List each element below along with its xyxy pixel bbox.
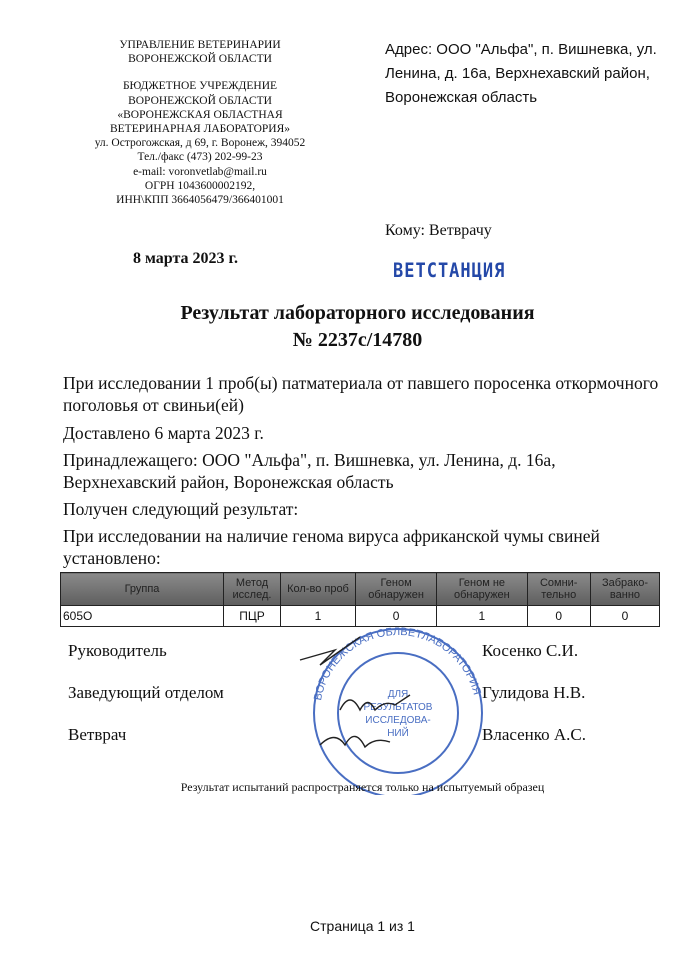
signature-name: Гулидова Н.В. (482, 683, 586, 702)
header-line: ВЕТЕРИНАРНАЯ ЛАБОРАТОРИЯ» (109, 123, 291, 136)
header-line: Тел./факс (473) 202-99-23 (137, 151, 263, 164)
page-number: Страница 1 из 1 (310, 918, 415, 934)
svg-text:РЕЗУЛЬТАТОВ: РЕЗУЛЬТАТОВ (363, 702, 433, 713)
paragraph-result-intro: Получен следующий результат: (63, 499, 299, 519)
header-line: e-mail: voronvetlab@mail.ru (133, 165, 267, 178)
organization-header (80, 38, 320, 207)
title-line: Результат лабораторного исследования (180, 302, 535, 324)
table-header-row (61, 573, 660, 606)
recipient-address: Адрес: ООО "Альфа", п. Вишневка, ул. Ленина, д. 16а, Верхнехавский район, Воронежская область (385, 41, 657, 106)
cell: 0 (590, 606, 659, 627)
header-line: БЮДЖЕТНОЕ УЧРЕЖДЕНИЕ (122, 80, 278, 93)
cell: 1 (281, 606, 356, 627)
official-seal (312, 626, 483, 795)
svg-text:ВОРОНЕЖСКАЯ ОБЛВЕТЛАБОРАТОРИЯ: ВОРОНЕЖСКАЯ ОБЛВЕТЛАБОРАТОРИЯ (312, 625, 483, 702)
table-row (61, 606, 660, 627)
header-line: «ВОРОНЕЖСКАЯ ОБЛАСТНАЯ (117, 108, 283, 121)
col-header: Геном не обнаружен (437, 573, 527, 606)
svg-text:ИССЛЕДОВА-: ИССЛЕДОВА- (365, 715, 431, 726)
header-line: ВОРОНЕЖСКОЙ ОБЛАСТИ (128, 94, 272, 107)
col-header: Группа (61, 573, 224, 606)
col-header: Метод исслед. (224, 573, 281, 606)
header-line: ОГРН 1043600002192, (144, 179, 256, 192)
signature-name: Косенко С.И. (482, 641, 579, 660)
cell: 605О (61, 606, 224, 627)
vetstation-stamp: ВЕТСТАНЦИЯ (393, 259, 506, 283)
header-line: УПРАВЛЕНИЕ ВЕТЕРИНАРИИ (119, 39, 281, 51)
col-header: Сомни-тельно (527, 573, 590, 606)
document-date: 8 марта 2023 г. (133, 250, 238, 267)
col-header: Геном обнаружен (356, 573, 437, 606)
col-header: Забрако-ванно (590, 573, 659, 606)
cell: ПЦР (224, 606, 281, 627)
paragraph-delivered: Доставлено 6 марта 2023 г. (63, 423, 264, 443)
header-line: ВОРОНЕЖСКОЙ ОБЛАСТИ (128, 53, 272, 66)
disclaimer-note: Результат испытаний распространяется только на испытуемый образец (180, 780, 545, 794)
results-table (60, 572, 660, 627)
signature-role: Заведующий отделом (68, 683, 224, 702)
header-line: ИНН\КПП 3664056479/366401001 (116, 194, 284, 207)
svg-text:НИЙ: НИЙ (387, 728, 409, 739)
recipient: Кому: Ветврачу (385, 222, 492, 239)
result-number: № 2237с/14780 (292, 329, 423, 351)
paragraph-asf: При исследовании на наличие генома вируса африканской чумы свиней установлено: (63, 526, 600, 568)
col-header: Кол-во проб (281, 573, 356, 606)
svg-text:ДЛЯ: ДЛЯ (387, 689, 409, 700)
paragraph-sample: При исследовании 1 проб(ы) патматериала от павшего поросенка откормочного поголовья от свиньи(ей) (63, 373, 659, 415)
cell: 0 (356, 606, 437, 627)
signature-role: Ветврач (68, 725, 127, 744)
header-line: ул. Острогожская, д 69, г. Воронеж, 394052 (94, 137, 306, 150)
signature-role: Руководитель (68, 641, 167, 660)
signature-name: Власенко А.С. (482, 725, 587, 744)
cell: 1 (437, 606, 527, 627)
cell: 0 (527, 606, 590, 627)
document-title (0, 300, 692, 354)
seal-and-signatures (280, 625, 520, 795)
paragraph-owner: Принадлежащего: ООО "Альфа", п. Вишневка, ул. Ленина, д. 16а, Верхнехавский район, Воронежская область (63, 450, 556, 492)
